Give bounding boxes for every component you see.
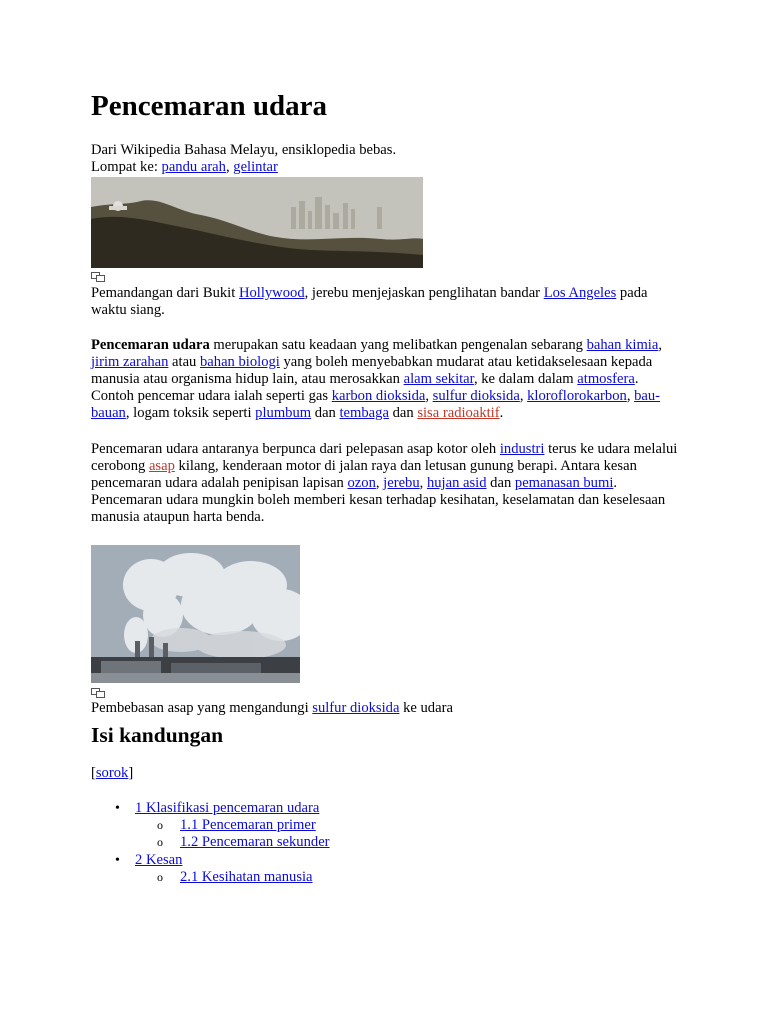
- toc-link[interactable]: 1.2 Pencemaran sekunder: [180, 834, 330, 851]
- toc-item: [91, 800, 681, 817]
- link-bau-bauan[interactable]: bau-bauan: [91, 388, 661, 421]
- link-plumbum[interactable]: plumbum: [255, 405, 312, 421]
- link-alam-sekitar[interactable]: alam sekitar: [403, 371, 474, 387]
- bold-term: Pencemaran udara: [91, 337, 210, 353]
- toc-link[interactable]: 2.1 Kesihatan manusia: [180, 868, 313, 885]
- body-text: ,: [519, 388, 528, 404]
- link-atmosfera[interactable]: atmosfera: [577, 371, 635, 387]
- body-text: dan: [311, 405, 340, 421]
- body-text: , ke dalam dalam: [473, 371, 578, 387]
- toc-item: [91, 869, 681, 886]
- body-text: ,: [419, 475, 427, 491]
- body-text: kilang, kenderaan motor di jalan raya dan letusan gunung berapi. Antara kesan pencemaran udara adalah penipisan lapisan: [91, 458, 637, 491]
- link-ozon[interactable]: ozon: [347, 475, 376, 491]
- caption-text: Pemandangan dari Bukit: [91, 285, 239, 301]
- toc-list: [91, 800, 681, 886]
- body-text: dan: [388, 405, 418, 421]
- link-bahan-kimia[interactable]: bahan kimia: [586, 337, 659, 353]
- toc-link[interactable]: 1 Klasifikasi pencemaran udara: [135, 800, 320, 816]
- site-tagline: [91, 142, 691, 176]
- toc-toggle: [91, 765, 133, 782]
- bracket: ]: [128, 765, 134, 781]
- hollywood-hills-photo[interactable]: [91, 177, 423, 268]
- page-title: Pencemaran udara: [91, 90, 327, 122]
- body-text: , logam toksik seperti: [125, 405, 256, 421]
- jump-link-navigation[interactable]: pandu arah: [161, 159, 226, 176]
- body-text: . Contoh pencemar udara ialah seperti gas: [91, 371, 639, 404]
- jump-link-search[interactable]: gelintar: [233, 159, 278, 176]
- toc-bullet: o: [157, 835, 163, 850]
- link-hollywood[interactable]: Hollywood: [238, 285, 305, 301]
- caption-text: ke udara: [399, 700, 453, 716]
- jump-prefix: Lompat ke:: [91, 159, 158, 176]
- link-kloroflorokarbon[interactable]: kloroflorokarbon: [527, 388, 627, 404]
- bracket: [: [91, 765, 96, 781]
- link-industri[interactable]: industri: [499, 441, 545, 457]
- magnify-clip-icon[interactable]: [91, 272, 105, 282]
- body-text: . Pencemaran udara mungkin boleh memberi kesan terhadap kesihatan, keselamatan dan keselesaan manusia ataupun harta benda.: [91, 475, 666, 525]
- link-sulfur-dioksida[interactable]: sulfur dioksida: [432, 388, 520, 404]
- jump-links: [91, 159, 691, 176]
- toc-item: [91, 852, 681, 869]
- link-pemanasan-bumi[interactable]: pemanasan bumi: [514, 475, 614, 491]
- body-text: merupakan satu keadaan yang melibatkan pengenalan sebarang: [209, 337, 587, 353]
- body-text: Pencemaran udara antaranya berpunca dari pelepasan asap kotor oleh: [91, 441, 500, 457]
- caption-text: , jerebu menjejaskan penglihatan bandar: [304, 285, 544, 301]
- redlink-asap[interactable]: asap: [148, 458, 175, 474]
- body-text: atau: [168, 354, 200, 370]
- intro-paragraph: [91, 337, 681, 422]
- redlink-sisa-radioaktif[interactable]: sisa radioaktif: [417, 405, 500, 421]
- toc-link[interactable]: 2 Kesan: [135, 851, 183, 868]
- smokestacks-photo[interactable]: [91, 545, 300, 683]
- magnify-clip-icon[interactable]: [91, 688, 105, 698]
- toc-link[interactable]: 1.1 Pencemaran primer: [180, 817, 316, 834]
- body-text: ,: [425, 388, 433, 404]
- body-text: dan: [486, 475, 515, 491]
- figure2-caption: [91, 700, 681, 717]
- body-text: ,: [375, 475, 384, 491]
- caption-text: Pembebasan asap yang mengandungi: [91, 700, 313, 716]
- body-text: terus ke udara melalui cerobong: [91, 441, 678, 474]
- body-text: .: [499, 405, 504, 421]
- link-sulfur-dioksida-caption[interactable]: sulfur dioksida: [312, 700, 400, 716]
- link-los-angeles[interactable]: Los Angeles: [543, 285, 617, 301]
- smokestacks-image: [91, 545, 300, 683]
- figure1-caption: [91, 285, 681, 319]
- jump-comma: ,: [225, 159, 230, 176]
- source-line: Dari Wikipedia Bahasa Melayu, ensiklopedia bebas.: [91, 142, 397, 158]
- toc-bullet: o: [157, 818, 163, 833]
- link-karbon-dioksida[interactable]: karbon dioksida: [331, 388, 426, 404]
- body-text: ,: [658, 337, 662, 353]
- link-jirim-zarahan[interactable]: jirim zarahan: [91, 354, 169, 370]
- caption-text: pada waktu siang.: [91, 285, 648, 318]
- toc-hide-link[interactable]: sorok: [95, 765, 129, 781]
- toc-bullet: o: [157, 869, 163, 884]
- link-hujan-asid[interactable]: hujan asid: [426, 475, 487, 491]
- toc-heading: Isi kandungan: [91, 723, 224, 747]
- toc-item: [91, 834, 681, 851]
- toc-bullet: •: [115, 801, 120, 816]
- causes-paragraph: [91, 441, 681, 526]
- link-tembaga[interactable]: tembaga: [339, 405, 389, 421]
- toc-bullet: •: [115, 852, 120, 868]
- link-jerebu[interactable]: jerebu: [383, 475, 420, 491]
- link-bahan-biologi[interactable]: bahan biologi: [200, 354, 280, 370]
- toc-item: [91, 817, 681, 834]
- hollywood-hills-image: [91, 177, 423, 268]
- body-text: ,: [626, 388, 635, 404]
- body-text: yang boleh menyebabkan mudarat atau ketidakselesaan kepada manusia atau organisma hidup lain, atau merosakkan: [91, 354, 653, 387]
